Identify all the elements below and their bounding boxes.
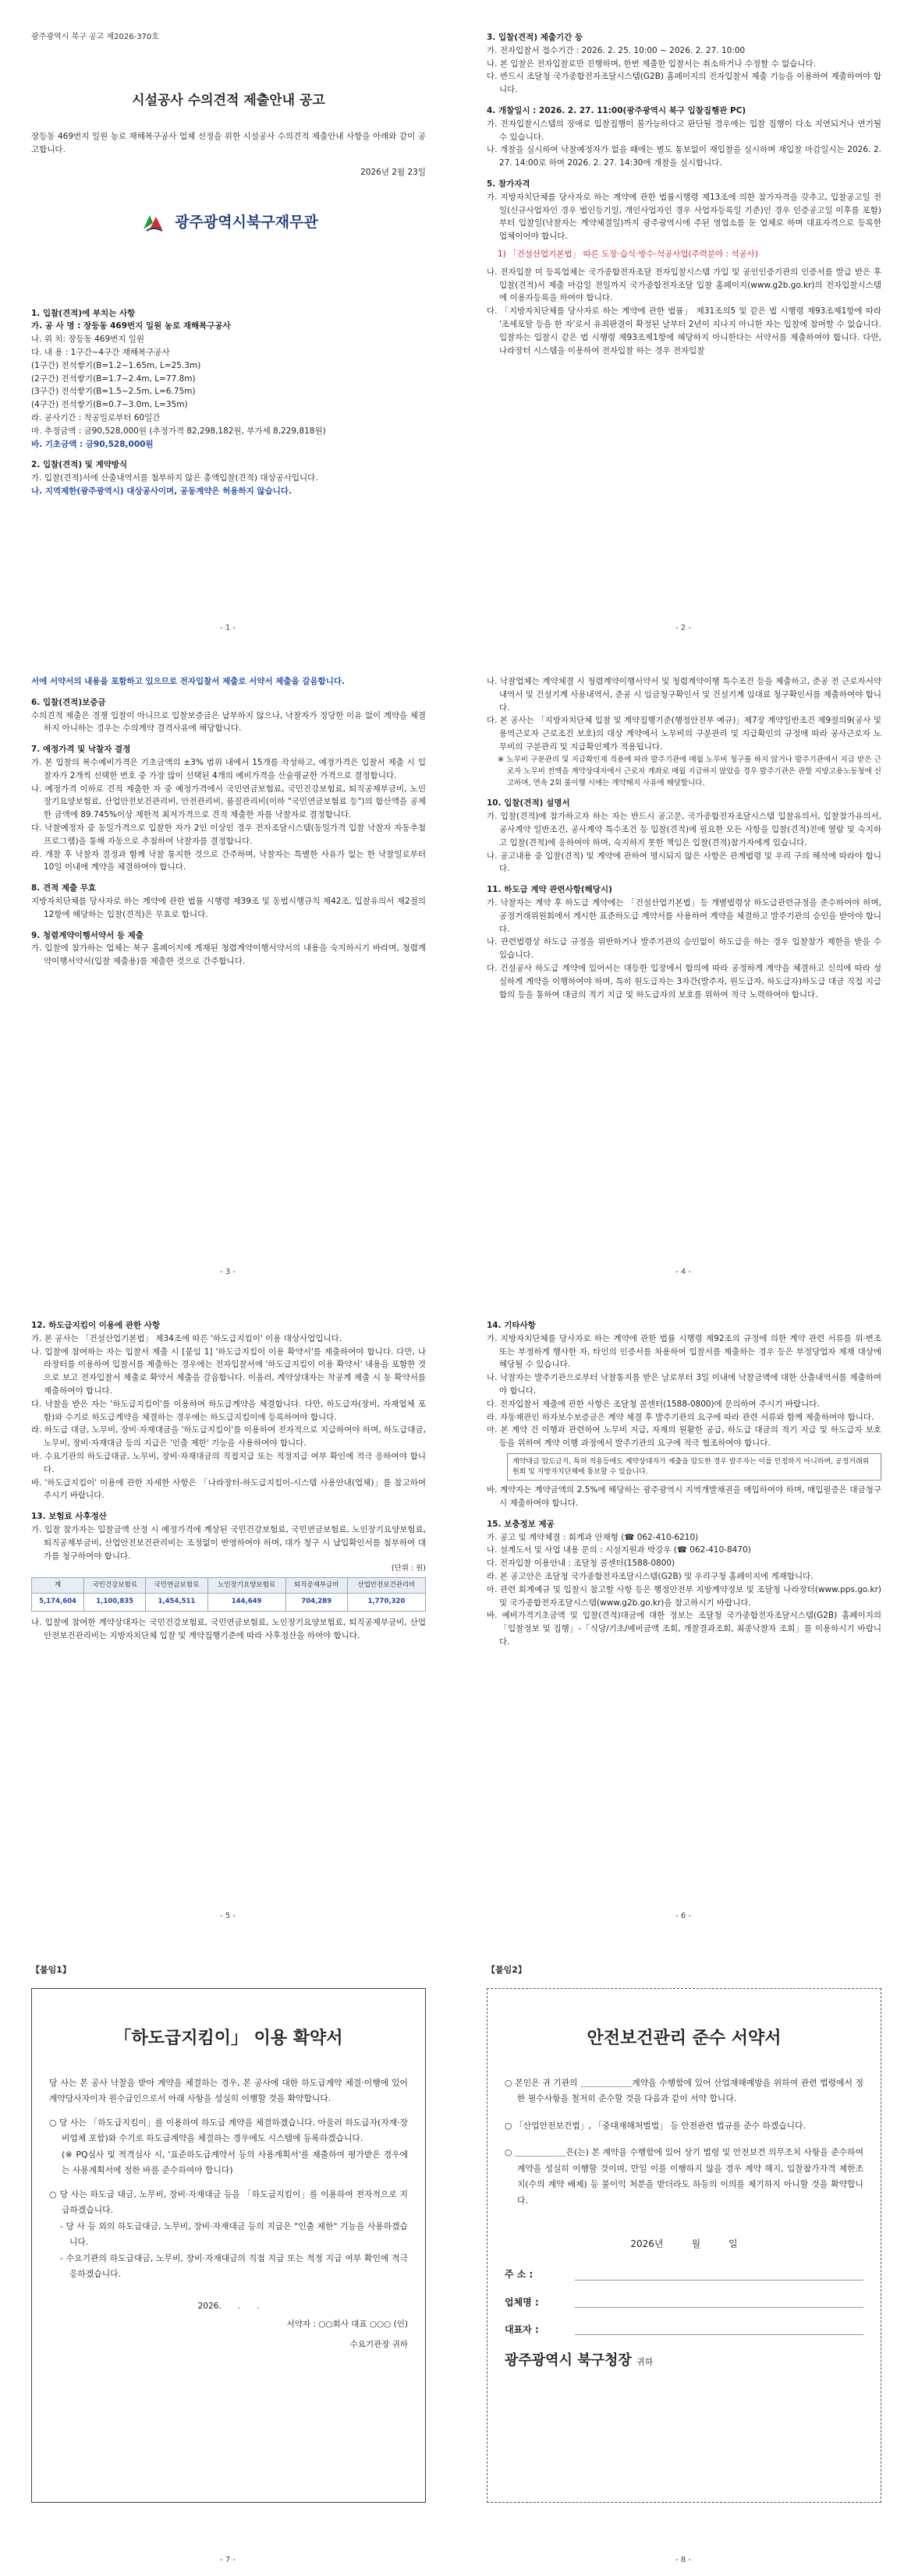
pledge-recipient: 수요기관장 귀하 bbox=[349, 2340, 408, 2350]
note-box: 계약대금 압도금지, 특허 적용등에도 계약상대자가 제출을 압도한 경우 발주자는 이를 인정하지 아니하며, 공정거래위원회 및 지방자치단체에 통보할 수 있습니다. bbox=[507, 1453, 881, 1481]
table-cell: 1,454,511 bbox=[146, 1594, 207, 1612]
pledge-item: ○ ＿＿＿＿＿＿은(는) 본 계약을 수행함에 있어 상기 법령 및 안전보건 의무조치 사항을 준수하여 계약을 성실히 이행할 것이며, 만일 이를 이행하지 않을 경우 계약 해지, 입찰참가자격 제한조치(수의 계약 배제) 등 불이익 처분을 받더라도 하등의 이의를 제기하지 아니할 것을 확약합니다. bbox=[505, 2147, 863, 2206]
text-line: 바. '하도급지킴이' 이용에 관한 자세한 사항은 「나라장터-하도급지킴이-시스템 사용안내(업체)」를 참고하여 주시기 바랍니다. bbox=[31, 1477, 426, 1501]
section-heading: 4. 개찰일시 : 2026. 2. 27. 11:00(광주광역시 북구 입찰집행관 PC) bbox=[487, 105, 746, 115]
section-heading: 14. 기타사항 bbox=[487, 1321, 536, 1330]
page-2 bbox=[456, 0, 911, 644]
table-header: 국민건강보험료 bbox=[84, 1577, 146, 1594]
table-cell: 1,100,835 bbox=[84, 1594, 146, 1612]
table-cell: 704,289 bbox=[285, 1594, 347, 1612]
page-number: - 8 - bbox=[675, 2556, 691, 2564]
text-line: 가. 본 입찰의 복수예비가격은 기초금액의 ±3% 범위 내에서 15개를 작성하고, 예정가격은 입찰서 제출 시 입찰자가 2개씩 선택한 번호 중 가장 많이 선택된 4개의 예비가격을 산술평균한 가격으로 결정합니다. bbox=[31, 757, 426, 780]
section-heading: 3. 입찰(견적) 제출기간 등 bbox=[487, 33, 583, 42]
text-line: 라. 본 공고안은 조달청 국가종합전자조달시스템(G2B) 및 우리구청 홈페이지에 게재합니다. bbox=[487, 1571, 814, 1581]
text-line: 나. 본 입찰은 전자입찰로만 진행하며, 한번 제출한 입찰서는 취소하거나 수정할 수 없습니다. bbox=[487, 58, 817, 69]
text-line: 마. 수요기관의 하도급대금, 노무비, 장비·자재대금의 직접지급 또는 적정지급 여부 확인에 적극 응하여야 합니다. bbox=[31, 1451, 426, 1474]
page-title: 시설공사 수의견적 제출안내 공고 bbox=[132, 93, 325, 108]
insurance-table bbox=[31, 1577, 426, 1612]
page-number: - 1 - bbox=[220, 624, 236, 632]
page-number: - 5 - bbox=[220, 1912, 236, 1920]
page-6 bbox=[456, 1288, 911, 1932]
text-line: (3구간) 전석쌓기(B=1.5~2.5m, L=6.75m) bbox=[31, 387, 196, 397]
address-row bbox=[505, 2267, 863, 2282]
text-line: 나. 입찰에 참여하는 자는 입찰서 제출 시 [붙임 1] '하도급지킴이 이용 확약서'를 제출하여야 합니다. 다만, 나라장터를 이용하여 입찰서를 제출하는 경우에는 전자입찰서에 '하도급지킴이 이용 확약서' 내용을 포함한 것으로 보고 전자입찰서 제출로 확약서 제출을 갈음합니다. 이울러, 계약상대자는 착공계 제출 시 동 확약서를 제출하여야 합니다. bbox=[31, 1346, 426, 1396]
text-line: 바. 예비가격기초금액 및 입찰(견적)대금에 대한 정보는 조달청 국가종합전자조달시스템(G2B) 홈페이지의 「입찰정보 및 집행」-「식당/기초/예비금액 조회, 개찰결과조회, 최종낙찰자 조회」를 이용하시기 바랍니다. bbox=[487, 1611, 881, 1647]
text-line: 가. 지방자치단체를 당사자로 하는 계약에 관한 법률시행령 제13조에 의한 참가자격을 갖추고, 입찰공고일 전일(신규사업자인 경우 법인등기일, 개인사업자인 경우 사업자등록일 기준)인 경우 인증공고일 이후를 포함)부터 입찰일(낙찰자는 계약체결일)까지 광주광역시에 주된 영업소를 둔 업체로 하며 대표자격으로 등록한 업체이어야 합니다. bbox=[487, 192, 881, 242]
text-line: 나. 예정가격 이하로 견적 제출한 자 중 예정가격에서 국민연금보험료, 국민건강보험료, 퇴직공제부금비, 노인장기요양보험료, 산업안전보건관리비, 안전관리비, 품질관리비(이하 "국민연금보험료 등")의 합산액을 공제한 금액에 89.745%이상 제한적 최저가격으로 견적 제출한 자를 낙찰자로 결정합니다. bbox=[31, 784, 426, 820]
text-line: 라. 개찰 후 낙찰자 결정과 함께 낙찰 통지한 것으로 간주하며, 낙찰자는 특별한 사유가 없는 한 낙찰일로부터 10일 이내에 계약을 체결하여야 합니다. bbox=[31, 849, 426, 872]
text-line: 서에 서약서의 내용을 포함하고 있으므로 전자입찰서 제출로 서약서 제출을 갈음합니다. bbox=[31, 677, 346, 686]
text-line: (1구간) 전석쌓기(B=1.2~1.65m, L=25.3m) bbox=[31, 360, 201, 370]
section-heading: 12. 하도급지킴이 이용에 관한 사항 bbox=[31, 1321, 161, 1330]
table-row bbox=[32, 1594, 426, 1612]
table-header: 퇴직공제부금비 bbox=[285, 1577, 347, 1594]
text-line: 가. 입찰(견적)서에 산출내역서를 첨부하지 않은 총액입찰(견적) 대상공사입니다. bbox=[31, 473, 318, 483]
section-heading: 1. 입찰(견적)에 부치는 사항 bbox=[31, 308, 136, 318]
recipient-name: 광주광역시 북구청장 bbox=[505, 2352, 632, 2369]
text-line: 마. 추정금액 : 금90,528,000원 (추정가격 82,298,182원, 부가세 8,229,818원) bbox=[31, 426, 326, 436]
page-number: - 6 - bbox=[675, 1912, 691, 1920]
text-line: 가. 본 공사는 「건설산업기본법」 제34조에 따른 '하도급지킴이' 이용 대상사업입니다. bbox=[31, 1333, 342, 1343]
text-line: 나. 위 치: 장등동 469번지 일원 bbox=[31, 334, 145, 345]
recipient-block bbox=[505, 2350, 863, 2373]
table-header: 노인장기요양보험료 bbox=[207, 1577, 285, 1594]
representative-row bbox=[505, 2323, 863, 2337]
text-line: 나. 설계도서 및 사업 내용 문의 : 시설지원과 박강우 (☎ 062-410-8470) bbox=[487, 1545, 751, 1555]
text-line: 마. 본 계약 건 이행과 관련하여 노무비 지급, 자재의 원활한 공급, 하도급 대금의 적기 지급 및 하도급자 보호 등을 위하여 계약 이행 과정에서 발주기관의 요구에 적극 협조하여야 합니다. bbox=[487, 1425, 881, 1449]
page-number: - 4 - bbox=[675, 1268, 691, 1276]
page-1 bbox=[0, 0, 456, 644]
issuer-name: 광주광역시북구재무관 bbox=[175, 214, 318, 232]
text-line: 나. 관련법령상 하도급 규정을 위반하거나 발주기관의 승인없이 하도급을 하는 경우 입찰참가 제한을 받을 수 있습니다. bbox=[487, 937, 881, 961]
text-line: 바. 계약자는 계약금액의 2.5%에 해당하는 광주광역시 지역개발채권을 매입하여야 하며, 매입필증은 대금청구 시 제출하여야 합니다. bbox=[487, 1485, 881, 1508]
text-line: 나. 개찰을 실시하여 낙찰예정자가 없을 때에는 별도 통보없이 재입찰을 실시하며 재입찰 마감일시는 2026. 2. 27. 14:00로 하며 2026. 2. 27. 14:30에 개찰을 실시합니다. bbox=[487, 145, 881, 168]
page-8 bbox=[456, 1932, 911, 2576]
page-number: - 2 - bbox=[675, 624, 691, 632]
text-line: 가. 입찰에 참가하는 업체는 북구 홈페이지에 게재된 청렴계약이행서약서의 내용을 숙지하시기 바라며, 청렴계약이행서약서(입찰 제출용)를 제출한 것으로 간주합니다. bbox=[31, 943, 426, 967]
page-number: - 7 - bbox=[220, 2556, 236, 2564]
text-line: 나. 지역제한(광주광역시) 대상공사이며, 공동계약은 허용하지 않습니다. bbox=[31, 486, 292, 496]
pledge-subitem: - 당 사 등 외의 하도급대금, 노무비, 장비·자재대금 등의 지급은 "인출 제한" 기능을 사용하겠습니다. bbox=[60, 2220, 408, 2248]
text-line: 수의견적 제출은 경쟁 입찰이 아니므로 입찰보증금은 납부하지 않으나, 낙찰자가 정당한 이유 없이 계약을 체결하지 아니하는 경우는 수의계약 결격사유에 해당합니다. bbox=[31, 710, 426, 734]
district-logo-icon bbox=[139, 209, 167, 237]
text-line: 가. 공 사 명 : 장등동 469번지 일원 농로 재해복구공사 bbox=[31, 321, 231, 331]
text-line: 다. 본 공사는 「지방자치단체 입찰 및 계약집행기준(행정안전부 예규)」제7장 계약일반조건 제9절의9(공사 및 용역근로자 근로조건 보호)의 대상 계약에서 노무비의 구분관리 및 지급확인의 규정에 따라 공사근로자 노무비의 구분관리 및 지급확인제가 적용됩니다. bbox=[487, 716, 881, 752]
page-4 bbox=[456, 644, 911, 1288]
attachment-tag: 【붙임1】 bbox=[31, 1965, 71, 1975]
text-line: 가. 지방자치단체를 당사자로 하는 계약에 관한 법률 시행령 제92조의 규정에 의한 계약 관련 서류를 위·변조 또는 부정하게 행사한 자, 타인의 인증서를 차용하여 입찰서를 제출하는 경우 등은 부정당업자 제재 대상에 해당될 수 있습니다. bbox=[487, 1333, 881, 1370]
attachment-tag: 【붙임2】 bbox=[487, 1965, 526, 1975]
text-line: 라. 자동채관인 하자보수보증금은 계약 체결 후 발주기관의 요구에 따라 관련 서류와 함께 제출하여야 합니다. bbox=[487, 1412, 874, 1422]
section-heading: 6. 입찰(견적)보증금 bbox=[31, 697, 106, 707]
company-label: 업체명 : bbox=[505, 2296, 539, 2308]
address-label: 주 소 : bbox=[505, 2269, 533, 2281]
representative-line bbox=[575, 2324, 863, 2335]
section-heading: 15. 보충정보 제공 bbox=[487, 1519, 555, 1529]
text-line: 가. 입찰 참가자는 입찰금액 산정 시 예정가격에 계상된 국민건강보험료, 국민연금보험료, 노인장기요양보험료, 퇴직공제부금비, 산업안전보건관리비는 조정없이 반영하여야 하며, 대가 청구 시 납입확인서를 첨부하여 대가를 청구하여야 합니다. bbox=[31, 1524, 426, 1561]
text-line: 다. 건설공사 하도급 계약에 있어서는 대등한 입장에서 합의에 따라 공정하게 계약을 체결하고 신의에 따라 성실하게 계약을 이행하여야 하며, 특히 원도급자는 3자간(발주자, 원도급자, 하도급자)하도급 대금 직접 지급합의 등을 통하여 대금의 적기 지급 및 하도급자의 보호를 위하여 적극 노력하여야 합니다. bbox=[487, 963, 881, 1000]
safety-pledge-box bbox=[487, 1988, 881, 2503]
intro-paragraph: 장등동 469번지 일원 농로 재해복구공사 업체 선정을 위한 시설공사 수의견적 제출안내 사항을 아래와 같이 공고합니다. bbox=[31, 132, 426, 154]
section-heading: 10. 입찰(견적) 설명서 bbox=[487, 798, 570, 809]
document-number: 광주광역시 북구 공고 제2026-370호 bbox=[31, 33, 159, 41]
pledge-item: ○ 본인은 귀 기관의 ＿＿＿＿＿＿계약을 수행함에 있어 산업재해예방을 위하여 관련 법령에서 정한 필수사항을 철저히 준수할 것을 다음과 같이 서약 합니다. bbox=[505, 2077, 863, 2104]
table-header-row bbox=[32, 1577, 426, 1594]
text-line: 라. 하도급 대금, 노무비, 장비·자재대금을 '하도급지킴이'를 이용하여 전자적으로 지급하여야 하며, 하도급대금, 노무비, 장비·자재대금 등의 지급은 '인출 제한' 기능을 사용하여야 합니다. bbox=[31, 1425, 426, 1449]
text-line: 다. 반드시 조달청 국가종합전자조달시스템(G2B) 홈페이지의 전자입찰서 제출 기능을 이용하여 제출하여야 합니다. bbox=[487, 72, 881, 95]
safety-pledge-title: 안전보건관리 준수 서약서 bbox=[587, 2028, 782, 2048]
text-line: 다. 전자입찰서 제출에 관한 사항은 조달청 콜센터(1588-0800)에 문의하여 주시기 바랍니다. bbox=[487, 1399, 820, 1409]
text-line: 다. 낙찰예정자 중 동일가격으로 입찰한 자가 2인 이상인 경우 전자조달시스템(동일가격 입찰 낙찰자 자동추첨프로그램)을 통해 자동으로 추첨하여 낙찰자를 결정합니다. bbox=[31, 823, 426, 846]
pledge-subitem: - 수요기관의 하도급대금, 노무비, 장비·자재대금의 직접 지급 또는 적정 지급 여부 확인에 적극 응하겠습니다. bbox=[60, 2252, 408, 2280]
pledge-text: 당 사는 본 공사 낙찰을 받아 계약을 체결하는 경우, 본 공사에 대한 하도급계약 체결·이행에 있어 계약당사자이자 원수급인으로서 아래 사항을 성실히 이행할 것을 확약합니다. bbox=[49, 2077, 408, 2104]
text-line: 가. 공고 및 계약체결 : 회계과 안재형 (☎ 062-410-6210) bbox=[487, 1532, 699, 1542]
text-line: 나. 공고내용 중 입찰(견적) 및 계약에 관하여 명시되지 않은 사항은 관계법령 및 우리 구의 해석에 따라야 합니다. bbox=[487, 851, 881, 874]
pledge-box bbox=[31, 1988, 426, 2503]
pledge-item: ○ 당 사는 「하도급지킴이」를 이용하여 하도급 계약을 체결하겠습니다. 아울러 하도급자(자재·장비업체 포함)와 수기로 하도급계약을 체결하는 경우에도 시스템에 등록하겠습니다. bbox=[49, 2117, 408, 2144]
announcement-date: 2026년 2월 23일 bbox=[360, 167, 426, 177]
page-number: - 3 - bbox=[220, 1268, 236, 1276]
section-heading: 5. 참가자격 bbox=[487, 179, 530, 189]
text-line: 가. 전자입찰시스템의 장애로 입찰집행이 불가능하다고 판단될 경우에는 입찰 집행이 다소 지연되거나 연기될 수 있습니다. bbox=[487, 119, 881, 142]
section-heading: 8. 견적 제출 무효 bbox=[31, 883, 97, 893]
text-line: 가. 입찰(견적)에 참가하고자 하는 자는 반드시 공고문, 국가종합전자조달시스템 입찰유의서, 입찰참가유의서, 공사계약 일반조건, 공사계약 특수조건 등 입찰(견적)에 필요한 모든 사항을 입찰(견적)전에 열람 및 숙지하고 입찰(견적)에 응하여야 하며, 숙지하지 못한 책임은 입찰(견적)참가자에게 있습니다. bbox=[487, 812, 881, 847]
text-line: 나. 전자입찰 미 등록업체는 국가종합전자조달 전자입찰시스템 가입 및 공인인증기관의 인증서를 발급 받은 후 입찰(견적)서 제출 마감일 전일까지 국가종합전자조달 입찰 홈페이지(www.g2b.go.kr)의 전자입찰시스템에 이용자등록을 하여야 합니다. bbox=[487, 267, 881, 303]
pledge-note: (※ PQ심사 및 적격심사 시, '표준하도급계약서 등의 사용계획서'를 제출하여 평가받은 경우에는 사용계획서에 정한 바를 준수하여야 합니다) bbox=[62, 2149, 408, 2176]
table-cell: 5,174,604 bbox=[32, 1594, 84, 1612]
pledge-item: ○ 당 사는 하도급 대금, 노무비, 장비·자재대금 등을 「하도급지킴이」를 이용하여 전자적으로 지급하겠습니다. bbox=[49, 2189, 408, 2216]
pledge-date: 2026. . . bbox=[197, 2301, 260, 2311]
pledge-title: 「하도급지킴이」 이용 확약서 bbox=[114, 2028, 343, 2048]
text-line: (4구간) 전석쌓기(B=0.7~3.0m, L=35m) bbox=[31, 400, 188, 410]
text-line: 가. 낙찰자는 계약 후 하도급 계약에는 「건설산업기본법」등 개별법령상 하도급관련규정을 준수하여야 하며, 공정거래위원회에서 게시한 표준하도급 계약서를 사용하여 계약을 체결하고 발주기관의 승인을 받아야 합니다. bbox=[487, 897, 881, 934]
issuer-block bbox=[31, 209, 426, 237]
page-7 bbox=[0, 1932, 456, 2576]
text-line: 나. 낙찰업체는 계약체결 시 청렴계약이행서약서 및 청렴계약이행 특수조건 등을 제출하고, 준공 전 근로자서약내역서 및 건설기계 사용내역서, 준공 시 임금청구확인서 및 건설기계 임대료 청구확인서를 제출하여야 합니다. bbox=[487, 677, 881, 713]
text-line: 가. 전자입찰서 접수기간 : 2026. 2. 25. 10:00 ~ 2026. 2. 27. 10:00 bbox=[487, 45, 746, 55]
section-heading: 2. 입찰(견적) 및 계약방식 bbox=[31, 460, 128, 470]
text-line: 다. 「지방자치단체를 당사자로 하는 계약에 관한 법률」 제31조의5 및 같은 법 시행령 제93조제1항에 따라 '조세포탈 등을 한 자'로서 유죄판결이 확정된 날부터 2년이 지나지 아니한 자는 입찰에 참여할 수 없습니다. 입찰자는 입찰시 같은 법 시행령 제93조제1항에 해당하지 아니한다는 서약서를 제출하여야 합니다. 다만, 나라장터 시스템을 이용하여 전자입찰 하는 경우 전자입찰 bbox=[487, 306, 881, 356]
text-line: 지방자치단체를 당사자로 하는 계약에 관한 법률 시행령 제39조 및 동법시행규칙 제42조, 입찰유의서 제2절의 12항에 해당하는 입찰(견적)은 무효로 합니다. bbox=[31, 896, 426, 919]
pledge-signer: 서약자 : ○○회사 대표 ○○○ (인) bbox=[286, 2319, 408, 2329]
signature-block bbox=[505, 2267, 863, 2372]
pledge-date: 2026년 월 일 bbox=[630, 2238, 738, 2250]
table-cell: 1,770,320 bbox=[347, 1594, 425, 1612]
text-line: (2구간) 전석쌓기(B=1.7~2.4m, L=77.8m) bbox=[31, 373, 196, 384]
text-line: 1) 「건설산업기본법」 따른 도장·습식·방수·석공사업(주력분야 : 석공사) bbox=[498, 249, 758, 259]
text-line: 나. 입찰에 참여한 계약상대자는 국민건강보험료, 국민연금보험료, 노인장기요양보험료, 퇴직공제부금비, 산업안전보건관리비는 지방자치단체 입찰 및 계약집행기준에 따라 사후정산을 하여야 합니다. bbox=[31, 1617, 426, 1640]
table-header: 국민연금보험료 bbox=[146, 1577, 207, 1594]
company-line bbox=[575, 2297, 863, 2308]
page-5 bbox=[0, 1288, 456, 1932]
table-cell: 144,649 bbox=[207, 1594, 285, 1612]
section-heading: 9. 청렴계약이행서약서 등 제출 bbox=[31, 930, 144, 940]
section-heading: 7. 예정가격 및 낙찰자 결정 bbox=[31, 745, 131, 755]
table-header: 산업안전보건관리비 bbox=[347, 1577, 425, 1594]
text-line: 다. 내 용 : 1구간~4구간 재해복구공사 bbox=[31, 347, 170, 357]
recipient-honorific: 귀하 bbox=[636, 2357, 654, 2368]
company-row bbox=[505, 2295, 863, 2310]
section-heading: 11. 하도급 계약 관련사항(해당시) bbox=[487, 885, 612, 895]
text-line: ※ 노무비 구분관리 및 지급확인제 적용에 따라 발주기관에 매월 노무비 청구를 하지 않거나 발주기관에서 지급 받은 근로자 노무비 전액을 계약상대자에서 근로자 계좌로 매월 지급하지 않았을 경우 발주기관은 관할 지방고용노동청에 신고하며, 연속 2회 불이행 시에는 계약해지 사유에 해당합니다. bbox=[498, 755, 881, 788]
section-heading: 13. 보험료 사후정산 bbox=[31, 1512, 107, 1522]
table-unit: (단위 : 원) bbox=[391, 1564, 426, 1573]
text-line: 라. 공사기간 : 착공일로부터 60일간 bbox=[31, 412, 161, 423]
table-header: 계 bbox=[32, 1577, 84, 1594]
pledge-item: ○ 「산업안전보건법」, 「중대재해처벌법」 등 안전관련 법규를 준수 하겠습니다. bbox=[505, 2120, 806, 2131]
text-line: 다. 낙찰을 받은 자는 '하도급지킴이'를 이용하여 하도급계약을 체결합니다. 다만, 하도급자(장비, 자재업체 포함)와 수기로 하도급계약을 체결하는 경우에는 하도급지킴이에 등록하여야 합니다. bbox=[31, 1399, 426, 1422]
address-line bbox=[575, 2270, 863, 2281]
page-3 bbox=[0, 644, 456, 1288]
text-line: 마. 관련 회계예규 및 입찰시 참고할 사항 등은 행정안전부 지방계약정보 및 조달청 나라장터(www.pps.go.kr)및 국가종합전자조달시스템(www.g2b.go.kr)을 참고하시기 바랍니다. bbox=[487, 1584, 881, 1608]
text-line: 바. 기초금액 : 금90,528,000원 bbox=[31, 439, 154, 449]
text-line: 다. 전자입찰 이용안내 : 조달청 콜센터(1588-0800) bbox=[487, 1559, 675, 1569]
representative-label: 대표자 : bbox=[505, 2323, 539, 2335]
text-line: 나. 낙찰자는 발주기관으로부터 낙찰통지를 받은 날로부터 3일 이내에 낙찰금액에 대한 산출내역서를 제출하여야 합니다. bbox=[487, 1373, 881, 1396]
